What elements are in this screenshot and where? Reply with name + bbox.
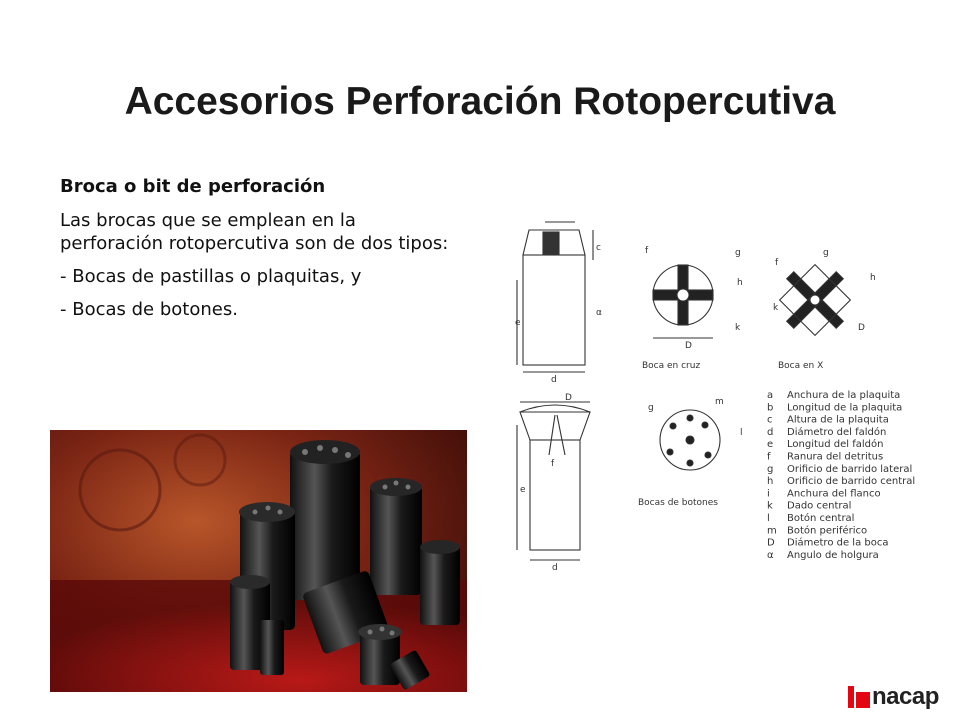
svg-text:k: k [773,303,779,313]
legend-key: l [767,513,770,524]
caption-x: Boca en X [778,361,824,371]
legend-text: Altura de la plaquita [787,414,889,426]
legend-text: Diámetro del faldón [787,426,887,438]
legend-text: Longitud de la plaquita [787,402,903,414]
legend-key: b [767,402,774,414]
svg-text:f: f [645,246,649,256]
bullet-pastillas: - Bocas de pastillas o plaquitas, y [60,266,362,287]
legend-text: Angulo de holgura [787,549,879,561]
svg-text:e: e [520,485,526,495]
svg-text:D: D [685,341,692,351]
caption-buttons: Bocas de botones [638,498,718,508]
svg-text:d: d [552,563,558,573]
drill-bit-diagram [505,220,945,600]
inacap-logo [848,683,939,711]
legend-text: Ranura del detritus [787,451,884,463]
legend [767,390,915,561]
bit-large [290,440,360,600]
svg-text:f: f [551,459,555,469]
legend-text: Botón central [787,513,855,524]
svg-text:f: f [775,258,779,268]
inacap-logo-mark [848,686,870,708]
drill-bits-photo [50,430,467,692]
legend-key: g [767,463,774,475]
svg-text:g: g [735,248,741,258]
legend-key: e [767,439,774,451]
legend-key: m [767,525,777,537]
legend-text: Orificio de barrido central [787,476,916,488]
section-heading: Broca o bit de perforación [60,176,326,197]
svg-text:c: c [596,243,601,253]
legend-key: i [767,488,770,500]
legend-key: d [767,426,774,438]
legend-text: Dado central [787,500,852,512]
legend-key: α [767,549,774,561]
legend-key: k [767,500,773,512]
svg-text:m: m [715,397,724,407]
legend-key: h [767,476,774,488]
legend-key: f [767,451,771,463]
legend-text: Longitud del faldón [787,439,884,451]
legend-text: Botón periférico [787,525,868,537]
slide-body [60,176,460,331]
caption-cross: Boca en cruz [642,361,701,371]
slide-title: Accesorios Perforación Rotopercutiva [124,80,836,123]
svg-text:e: e [515,318,521,328]
svg-text:g: g [823,248,829,258]
paragraph-intro: Las brocas que se emplean en la perforación rotopercutiva son de dos tipos: [60,210,449,254]
x-bit-top-view [766,251,865,350]
button-bit-top-view [660,410,720,470]
insert-bit-side-view [517,222,593,372]
legend-text: Anchura del flanco [787,488,881,500]
svg-text:D: D [565,393,572,403]
cross-bit-top-view [653,265,713,338]
svg-text:l: l [740,428,743,438]
legend-text: Orificio de barrido lateral [787,463,913,475]
svg-text:α: α [596,308,602,318]
legend-key: a [767,390,774,401]
legend-text: Anchura de la plaquita [787,390,901,401]
logo-text: nacap [872,683,939,710]
svg-text:D: D [858,323,865,333]
svg-text:k: k [735,323,741,333]
svg-text:g: g [648,403,654,413]
legend-text: Diámetro de la boca [787,537,889,549]
svg-text:h: h [870,273,876,283]
bullet-botones: - Bocas de botones. [60,299,238,320]
button-bit-side-view [517,402,590,560]
legend-key: D [767,537,775,549]
svg-text:d: d [551,375,557,385]
legend-key: c [767,414,773,426]
svg-text:h: h [737,278,743,288]
